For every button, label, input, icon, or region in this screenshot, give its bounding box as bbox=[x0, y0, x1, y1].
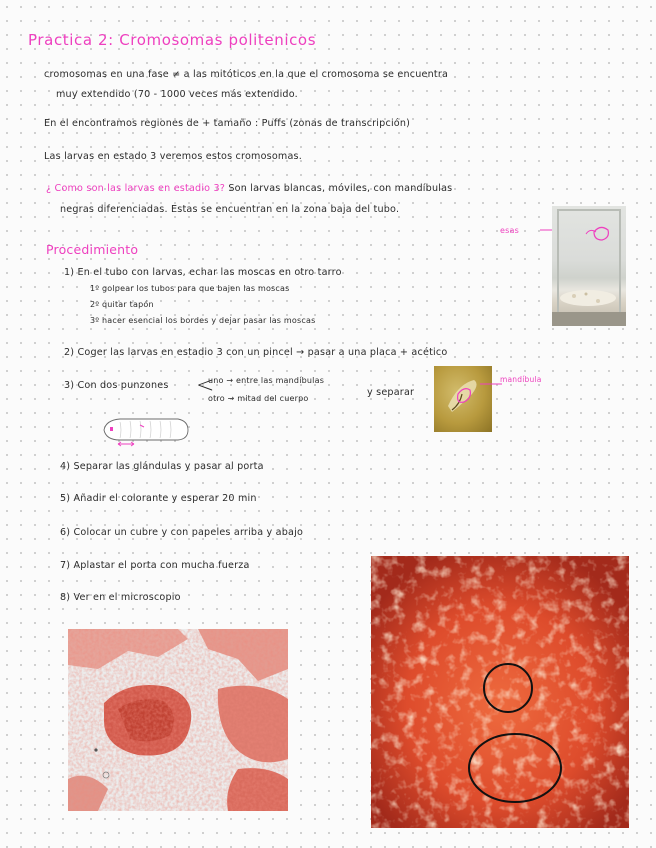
intro-line-1: cromosomas en una fase ≠ a las mitóticos en la que el cromosoma se encuentra bbox=[44, 69, 449, 80]
step-7: 7) Aplastar el porta con mucha fuerza bbox=[60, 560, 250, 571]
micrograph-right bbox=[371, 556, 629, 828]
step-6: 6) Colocar un cubre y con papeles arriba y abajo bbox=[60, 527, 304, 538]
mandible-label: mandíbula bbox=[500, 375, 542, 384]
larva-sketch bbox=[100, 414, 190, 448]
larvae-question bbox=[46, 184, 452, 194]
step-4: 4) Separar las glándulas y pasar al porta bbox=[60, 461, 264, 472]
step-3-option-2: otro → mitad del cuerpo bbox=[208, 394, 309, 403]
step-5: 5) Añadir el colorante y esperar 20 min bbox=[60, 493, 257, 504]
step-8: 8) Ver en el microscopio bbox=[60, 592, 181, 603]
question-answer-b: negras diferenciadas. Estas se encuentran en la zona baja del tubo. bbox=[60, 204, 400, 215]
procedure-heading: Procedimiento bbox=[46, 242, 139, 257]
step-1-sub-2: 2º quitar tapón bbox=[90, 300, 154, 309]
intro-line-2: muy extendido (70 - 1000 veces más extendido. bbox=[56, 89, 298, 100]
step-3-lead: 3) Con dos punzones bbox=[64, 380, 169, 391]
micrograph-left bbox=[68, 629, 288, 811]
step-1-sub-3: 3º hacer esencial los bordes y dejar pasar las moscas bbox=[90, 316, 316, 325]
step-1-sub-1: 1º golpear los tubos para que bajen las moscas bbox=[90, 284, 290, 293]
step-3-tail: y separar bbox=[367, 387, 415, 398]
step-3-option-1: uno → entre las mandíbulas bbox=[208, 376, 325, 385]
question-answer-a: Son larvas blancas, móviles, con mandíbulas bbox=[228, 183, 453, 194]
larvae-stage-text: Las larvas en estado 3 veremos estos cromosomas. bbox=[44, 151, 302, 162]
page-title: Practica 2: Cromosomas politenicos bbox=[28, 31, 317, 49]
tube-label: esas bbox=[500, 226, 519, 235]
mandible-micro-photo bbox=[434, 366, 492, 432]
regions-text: En el encontramos regiones de + tamaño : Puffs (zonas de transcripción) bbox=[44, 118, 411, 129]
question-prompt: ¿ Como son las larvas en estadio 3? bbox=[46, 183, 226, 194]
step-3-brace: < bbox=[196, 373, 215, 398]
step-2: 2) Coger las larvas en estadio 3 con un pincel → pasar a una placa + acético bbox=[64, 347, 448, 358]
step-1: 1) En el tubo con larvas, echar las moscas en otro tarro bbox=[64, 267, 342, 278]
larvae-tube-photo bbox=[552, 206, 626, 326]
